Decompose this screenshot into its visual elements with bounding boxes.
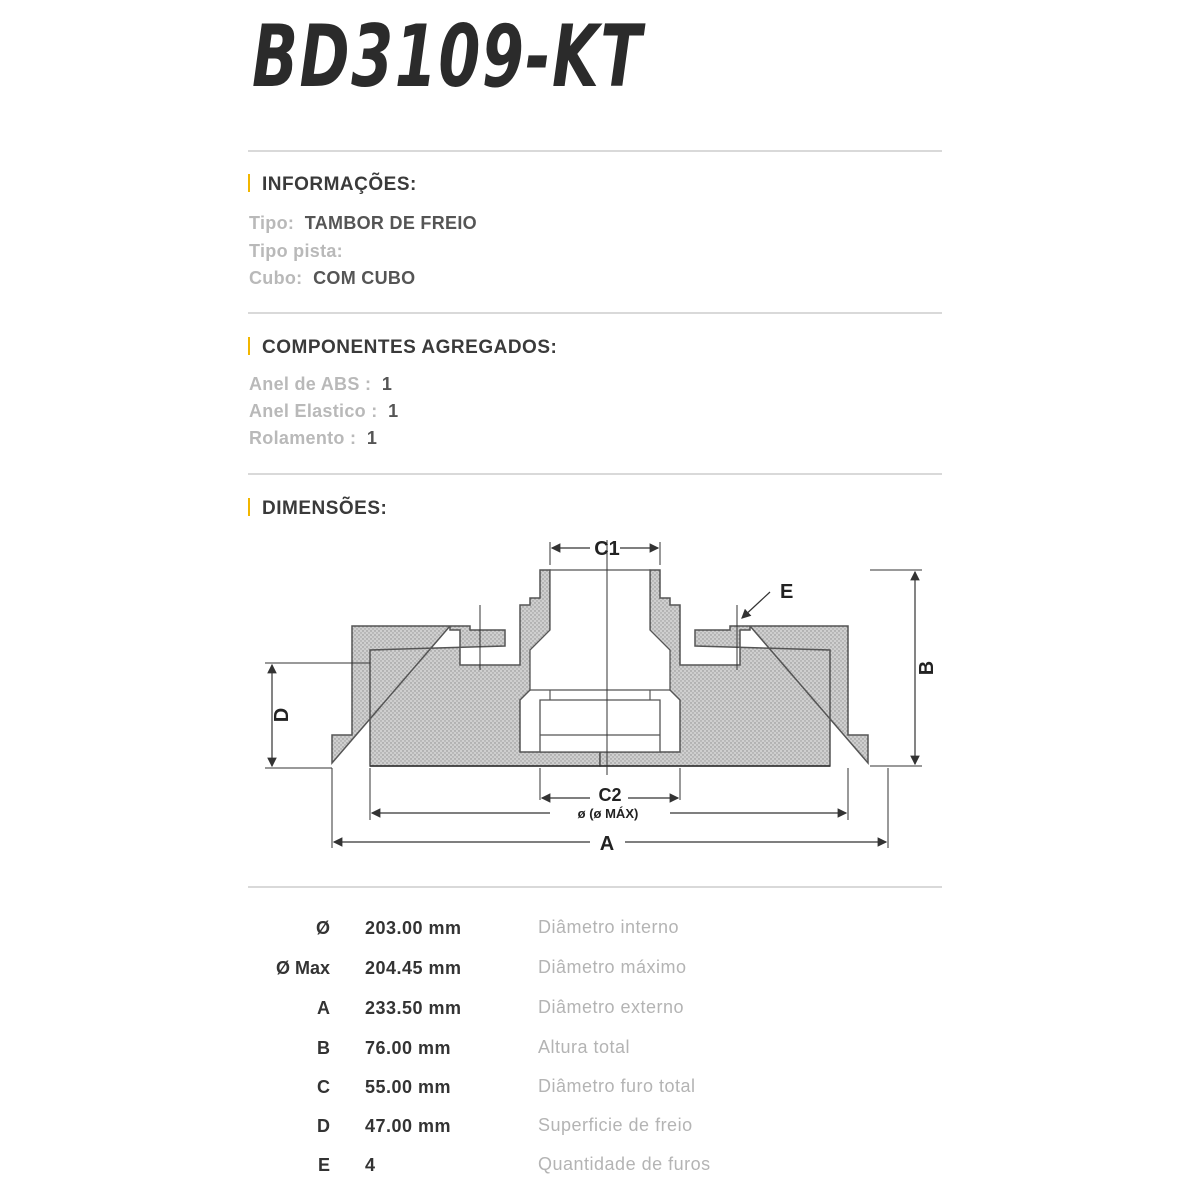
dimension-symbol: Ø	[315, 918, 330, 938]
label-a: A	[599, 833, 615, 855]
dimension-description: Diâmetro externo	[538, 997, 685, 1017]
info-label: Cubo:	[249, 268, 303, 288]
dimension-symbol: C	[317, 1077, 330, 1097]
section-heading-info	[248, 174, 417, 196]
dimension-row	[260, 1077, 860, 1107]
dimension-row	[260, 1116, 860, 1146]
info-row-tipo	[249, 213, 477, 234]
component-value: 1	[366, 428, 378, 448]
dimension-symbol: A	[317, 998, 330, 1018]
component-label: Anel Elastico :	[249, 401, 378, 421]
info-heading-text: INFORMAÇÕES:	[262, 174, 417, 195]
dimension-row	[260, 918, 860, 948]
component-row-rolamento	[249, 428, 377, 449]
dimensions-heading-text: DIMENSÕES:	[262, 498, 388, 519]
label-e: E	[780, 581, 794, 603]
component-row-anel-elastico	[249, 401, 398, 422]
dimension-value: 76.00 mm	[365, 1038, 452, 1058]
info-row-tipo-pista	[249, 241, 354, 262]
dimension-row	[260, 998, 860, 1028]
dimension-symbol: D	[317, 1116, 330, 1136]
label-c1: C1	[594, 538, 620, 560]
brake-drum-diagram	[250, 530, 950, 860]
dimension-value: 47.00 mm	[365, 1116, 452, 1136]
dimension-value: 203.00 mm	[365, 918, 462, 938]
section-heading-components	[248, 337, 557, 359]
dimension-row	[260, 958, 860, 988]
divider	[248, 473, 942, 475]
accent-bar	[248, 498, 250, 516]
label-b: B	[916, 660, 938, 676]
accent-bar	[248, 174, 250, 192]
component-label: Anel de ABS :	[249, 374, 372, 394]
label-phi: ø (ø MÁX)	[577, 806, 639, 821]
dimension-row	[260, 1038, 860, 1068]
label-d: D	[271, 707, 293, 723]
components-heading-text: COMPONENTES AGREGADOS:	[262, 337, 558, 358]
component-value: 1	[381, 374, 393, 394]
component-value: 1	[388, 401, 399, 421]
divider	[248, 886, 942, 888]
product-code-title: BD3109-KT	[252, 7, 644, 107]
info-label: Tipo:	[249, 213, 295, 233]
dimension-value: 204.45 mm	[365, 958, 462, 978]
dimension-description: Diâmetro interno	[538, 917, 680, 937]
dimension-description: Diâmetro furo total	[538, 1076, 696, 1096]
dimension-description: Quantidade de furos	[538, 1154, 711, 1174]
dimension-description: Superficie de freio	[538, 1115, 693, 1135]
label-c2: C2	[598, 785, 622, 805]
accent-bar	[248, 337, 250, 355]
info-row-cubo	[249, 268, 416, 289]
info-value: TAMBOR DE FREIO	[304, 213, 477, 233]
divider	[248, 150, 942, 152]
dimension-description: Altura total	[538, 1037, 631, 1057]
dimension-value: 233.50 mm	[365, 998, 462, 1018]
component-label: Rolamento :	[249, 428, 357, 448]
dimension-description: Diâmetro máximo	[538, 957, 687, 977]
dimension-symbol: E	[317, 1155, 330, 1175]
dimension-row	[260, 1155, 860, 1185]
component-row-abs	[249, 374, 392, 395]
divider	[248, 312, 942, 314]
dimension-symbol: Ø Max	[275, 958, 330, 978]
section-heading-dimensions	[248, 498, 387, 520]
dimension-value: 55.00 mm	[365, 1077, 452, 1097]
info-label: Tipo pista:	[249, 241, 343, 261]
info-value: COM CUBO	[313, 268, 416, 288]
dimension-value: 4	[365, 1155, 376, 1175]
dimension-symbol: B	[317, 1038, 330, 1058]
